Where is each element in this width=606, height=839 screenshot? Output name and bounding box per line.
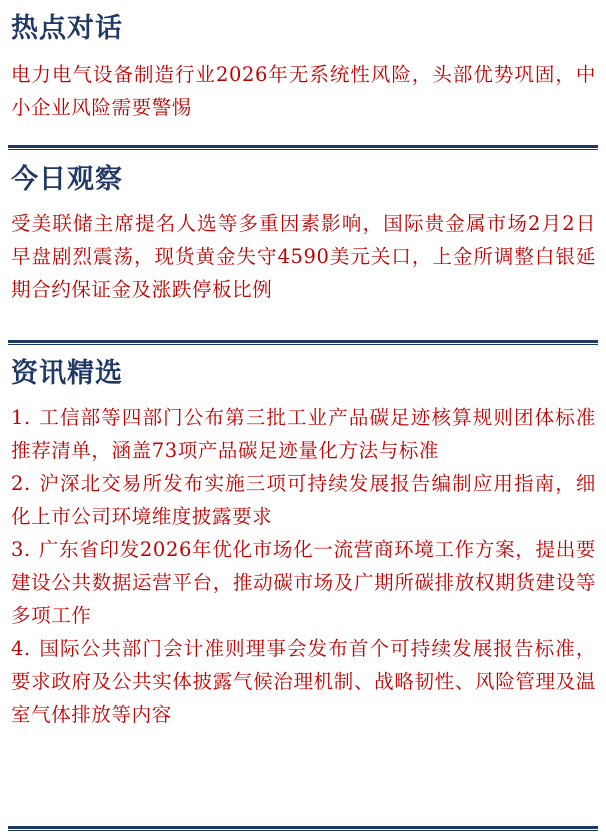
section-divider	[8, 145, 598, 151]
today-view-section	[0, 163, 606, 306]
news-item-text: 沪深北交易所发布实施三项可持续发展报告编制应用指南，细化上市公司环境维度披露要求	[11, 472, 596, 528]
news-list	[0, 401, 606, 731]
hot-topic-heading: 热点对话	[11, 13, 123, 44]
news-item-number: 2.	[11, 472, 31, 495]
today-view-heading: 今日观察	[11, 164, 123, 195]
news-selection-heading: 资讯精选	[11, 358, 123, 389]
today-view-text: 受美联储主席提名人选等多重因素影响，国际贵金属市场2月2日早盘剧烈震荡，现货黄金失守4590美元关口，上金所调整白银延期合约保证金及涨跌停板比例	[11, 212, 596, 301]
hot-topic-text: 电力电气设备制造行业2026年无系统性风险，头部优势巩固，中小企业风险需要警惕	[11, 63, 596, 119]
news-item-number: 4.	[11, 637, 31, 660]
section-divider	[8, 826, 598, 832]
news-item-text: 国际公共部门会计准则理事会发布首个可持续发展报告标准，要求政府及公共实体披露气候治理机制、战略韧性、风险管理及温室气体排放等内容	[11, 637, 596, 726]
news-item-number: 1.	[11, 406, 31, 429]
news-selection-section	[0, 357, 606, 731]
news-item	[0, 533, 606, 632]
section-divider	[8, 340, 598, 346]
news-item	[0, 401, 606, 467]
news-item-text: 工信部等四部门公布第三批工业产品碳足迹核算规则团体标准推荐清单，涵盖73项产品碳足迹量化方法与标准	[11, 406, 596, 462]
news-item-text: 广东省印发2026年优化市场化一流营商环境工作方案，提出要建设公共数据运营平台，推动碳市场及广期所碳排放权期货建设等多项工作	[11, 538, 596, 627]
hot-topic-section	[0, 12, 606, 124]
news-item-number: 3.	[11, 538, 31, 561]
news-item	[0, 467, 606, 533]
news-item	[0, 632, 606, 731]
